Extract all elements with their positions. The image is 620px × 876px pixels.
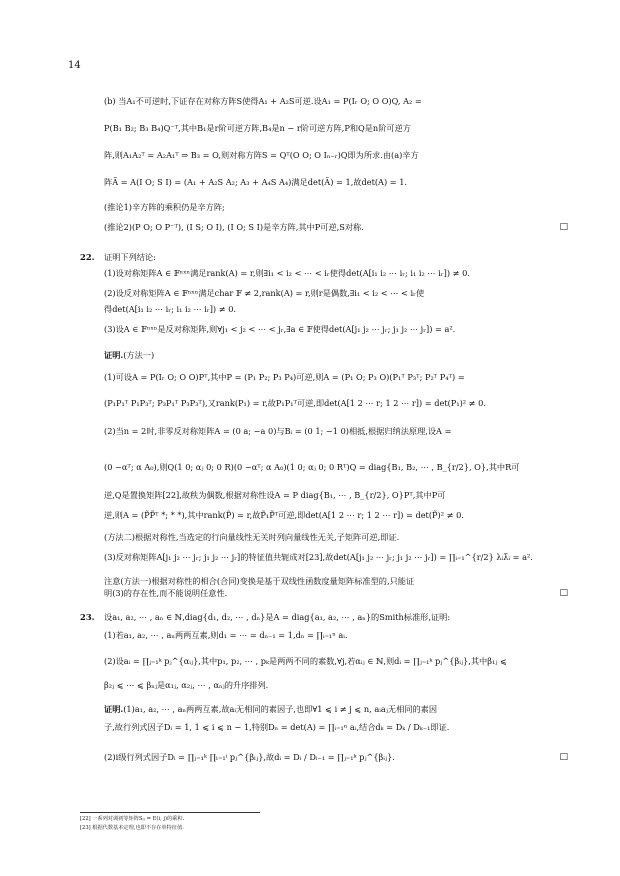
problem-23-number: 23.: [80, 612, 95, 622]
proof-23-text-1: (1)a₁, a₂, ⋯ , aₙ两两互素,故aᵢ无相同的素因子,也即∀1 ⩽ i ≠ j ⩽ n, aᵢaⱼ无相同的素因: [123, 704, 438, 714]
footnote-rule: [80, 812, 260, 813]
footnote-23: [23] 根据代数基本定理,也即不存在单特征值.: [80, 825, 184, 831]
corollary-2: (推论2)(P O; O P⁻ᵀ), (I S; O I), (I O; S I)是辛方阵,其中P可逆,S对称.: [104, 222, 364, 232]
proof-22-note-2: 明(3)的存在性,而不能说明任意性.: [104, 588, 228, 598]
proof-label: 证明.: [104, 350, 124, 360]
part-b-line-1: (b) 当A₁不可逆时,下证存在对称方阵S使得A₁ + A₂S可逆.设A₁ = P(Iᵣ O; O O)Q, A₂ =: [104, 96, 422, 106]
part-b-line-2: P(B₁ B₂; B₃ B₄)Q⁻ᵀ,其中B₁是r阶可逆方阵,B₄是n − r阶可逆方阵,P和Q是n阶可逆方: [104, 123, 411, 133]
proof-22-head: [104, 350, 154, 361]
proof-23-line-3: (2)i级行列式因子Dᵢ = ∏ⱼ₌₁ᵏ ∏ₗ₌₁ⁱ pⱼ^{βₗⱼ},故dᵢ = Dᵢ / Dᵢ₋₁ = ∏ⱼ₌₁ᵏ pⱼ^{βᵢⱼ}.: [104, 752, 395, 762]
proof-23-line-1: [104, 704, 437, 715]
problem-22-title: 证明下列结论:: [104, 252, 156, 262]
proof-23-line-2: 子,故行列式因子Dᵢ = 1, 1 ⩽ i ⩽ n − 1,特别Dₙ = det(A) = ∏ᵢ₌₁ⁿ aᵢ,结合dₖ = Dₖ / Dₖ₋₁即证.: [104, 722, 450, 732]
proof-22-note-1: 注意(方法一)根据对称性的相合(合同)变换是基于双线性函数度量矩阵标准型的,只能证: [104, 576, 415, 586]
qed-mark: □: [559, 588, 568, 598]
problem-23-item-2a: (2)设aᵢ = ∏ⱼ₌₁ᵏ pⱼ^{αᵢⱼ},其中p₁, p₂, ⋯ , pₖ是两两不同的素数,∀j,若αᵢⱼ ∈ ℕ,则dᵢ = ∏ⱼ₌₁ᵏ pⱼ^{βᵢⱼ},其中β₁ⱼ ⩽: [104, 656, 507, 666]
qed-mark: □: [559, 222, 568, 232]
problem-23-item-2b: β₂ⱼ ⩽ ⋯ ⩽ βₙⱼ是α₁ⱼ, α₂ⱼ, ⋯ , αₙⱼ的升序排列.: [104, 680, 269, 690]
proof-22-step-1a: (1)可设A = P(Iᵣ O; O O)Pᵀ,其中P = (P₁ P₂; P₃ P₄)可逆,则A = (P₁ O; P₃ O)(P₁ᵀ P₃ᵀ; P₂ᵀ P₄ᵀ) =: [104, 372, 465, 382]
proof-22-step-3: (3)反对称矩阵A[j₁ j₂ ⋯ jᵣ; j₁ j₂ ⋯ jᵣ]的特征值共轭成对[23],故det(A[j₁ j₂ ⋯ jᵣ; j₁ j₂ ⋯ jᵣ]) = ∏ᵢ₌₁^{r/2} λᵢλ̄ᵢ = a².: [104, 552, 533, 562]
proof-22-step-2d: 逆,则A = (P̃P̃ᵀ *; * *),其中rank(P̃) = r,故P̃₁P̃ᵀ可逆,即det(A[1 2 ⋯ r; 1 2 ⋯ r]) = det(P̃)² ≠ 0.: [104, 510, 464, 520]
problem-23-item-1: (1)若a₁, a₂, ⋯ , aₙ两两互素,则d₁ = ⋯ = dₙ₋₁ = 1,dₙ = ∏ᵢ₌₁ⁿ aᵢ.: [104, 630, 348, 640]
method-1-label: (方法一): [123, 350, 155, 360]
problem-22-item-1: (1)设对称矩阵A ∈ 𝔽ⁿˣⁿ满足rank(A) = r,则∃i₁ < i₂ < ⋯ < iᵣ使得det(A[i₁ i₂ ⋯ iᵣ; i₁ i₂ ⋯ iᵣ]) ≠ 0.: [104, 268, 470, 278]
part-b-line-4: 阵Ã = A(I O; S I) = (A₁ + A₂S A₂; A₃ + A₄S A₄)满足det(Ã) = 1,故det(A) = 1.: [104, 177, 408, 187]
problem-22-number: 22.: [80, 252, 95, 262]
proof-22-step-2a: (2)当n = 2时,非零反对称矩阵A = (0 a; −a 0)与Bᵢ = (0 1; −1 0)相抵,根据归纳法原理,设A =: [104, 426, 452, 436]
proof-label: 证明.: [104, 704, 124, 714]
part-b-line-3: 阵,则A₁A₂ᵀ = A₂A₁ᵀ ⇒ B₃ = O,则对称方阵S = Qᵀ(O O; O Iₙ₋ᵣ)Q即为所求.由(a)辛方: [104, 150, 419, 160]
proof-22-method-2: (方法二)根据对称性,当选定的行向量线性无关时列向量线性无关,子矩阵可逆,即证.: [104, 532, 400, 542]
proof-22-step-1b: (P₁P₁ᵀ P₁P₃ᵀ; P₃P₁ᵀ P₃P₃ᵀ),又rank(P₁) = r,故P₁P₁ᵀ可逆,即det(A[1 2 ⋯ r; 1 2 ⋯ r]) = det(P₁)² ≠ 0.: [104, 398, 486, 408]
proof-22-step-2c: 逆,Q是置换矩阵[22],故秩为偶数,根据对称性设A = P diag{B₁, ⋯ , B_{r/2}, O}Pᵀ,其中P可: [104, 490, 446, 500]
problem-22-item-3: (3)设A ∈ 𝔽ⁿˣⁿ是反对称矩阵,则∀j₁ < j₂ < ⋯ < jᵣ,∃a ∈ 𝔽使得det(A[j₁ j₂ ⋯ jᵣ; j₁ j₂ ⋯ jᵣ]) = a².: [104, 324, 456, 334]
problem-23-statement: 设a₁, a₂, ⋯ , aₙ ∈ ℕ,diag{d₁, d₂, ⋯ , dₙ}是A = diag{a₁, a₂, ⋯ , aₙ}的Smith标准形,证明:: [104, 612, 451, 622]
proof-22-step-2b: (0 −αᵀ; α A₀),则Q(1 0; αⱼ 0; 0 R)(0 −αᵀ; α A₀)(1 0; αⱼ 0; 0 Rᵀ)Q = diag{B₁, B₂, ⋯ , B_{r/2}, O},其中R可: [104, 462, 520, 472]
footnote-22: [22] 一系列对调初等矩阵Sᵢⱼ = E(i, j)的乘积.: [80, 816, 185, 822]
problem-22-item-2b: 得det(A[i₁ i₂ ⋯ iᵣ; i₁ i₂ ⋯ iᵣ]) ≠ 0.: [104, 304, 237, 314]
corollary-1: (推论1)辛方阵的乘积仍是辛方阵;: [104, 202, 225, 212]
page-number: 14: [68, 60, 81, 71]
problem-22-item-2a: (2)设反对称矩阵A ∈ 𝔽ⁿˣⁿ满足char 𝔽 ≠ 2,rank(A) = r,则r是偶数,∃i₁ < i₂ < ⋯ < iᵣ使: [104, 288, 425, 298]
qed-mark: □: [559, 752, 568, 762]
